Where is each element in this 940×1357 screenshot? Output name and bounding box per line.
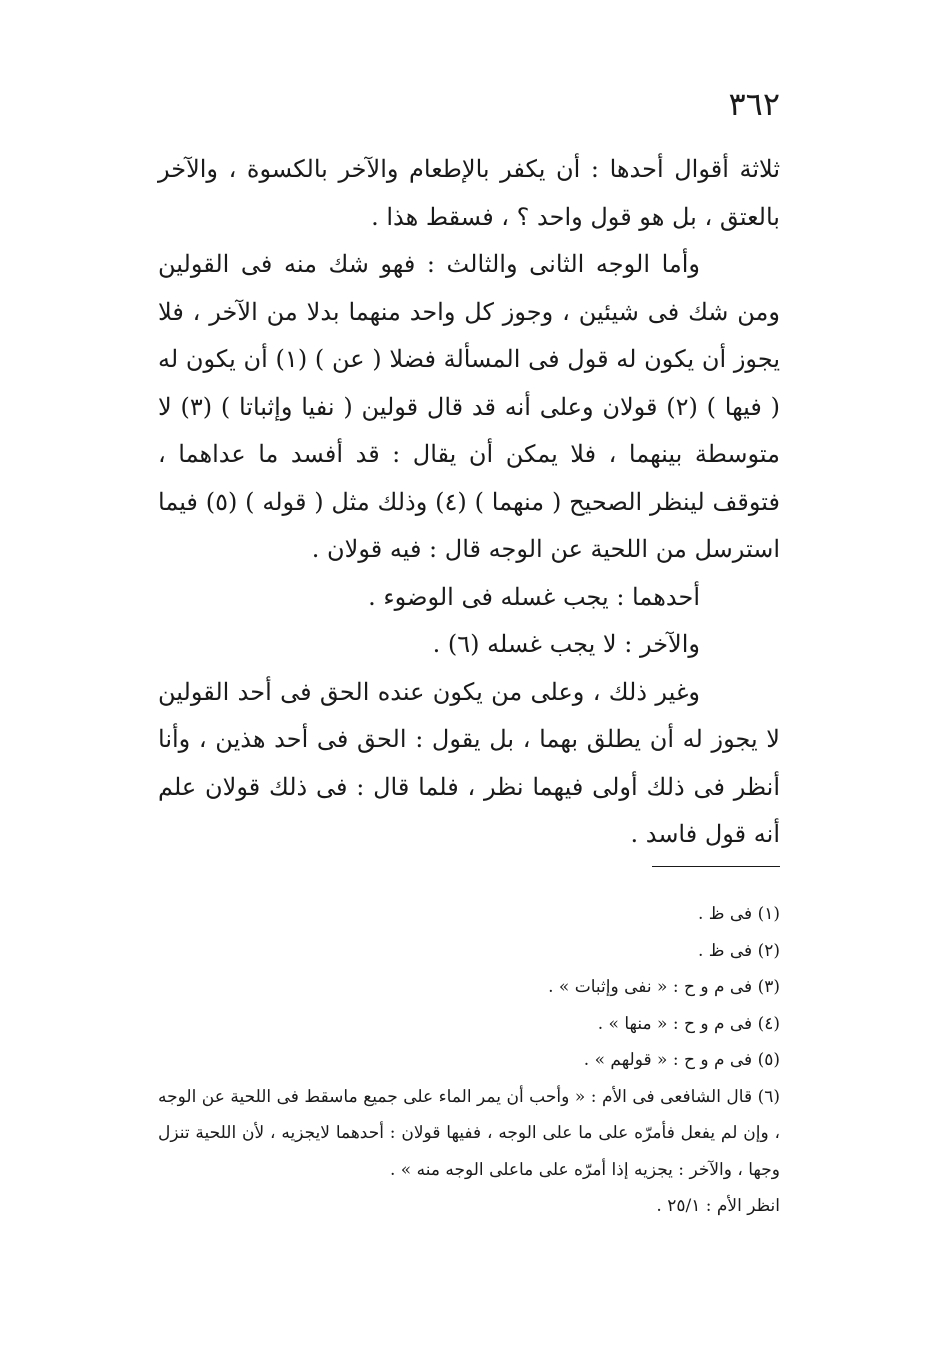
footnotes bbox=[158, 896, 780, 1225]
opinion-two: والآخر : لا يجب غسله (٦) . bbox=[432, 630, 700, 658]
opinion-one: أحدهما : يجب غسله فى الوضوء . bbox=[368, 582, 700, 611]
paragraph-3: وغير ذلك ، وعلى من يكون عنده الحق فى أحد القولين لا يجوز له أن يطلق بهما ، بل يقول : الحق فى أحد هذين ، وأنا أنظر فى ذلك أولى فيهما نظر ، فلما قال : فى ذلك قولان علم أنه قول فاسد . bbox=[158, 677, 780, 848]
paragraph-2: وأما الوجه الثانى والثالث : فهو شك منه فى القولين ومن شك فى شيئين ، وجوز كل واحد منهما بدلا من الآخر ، فلا يجوز أن يكون له قول فى المسألة فضلا ( عن ) (١) أن يكون له ( فيها ) (٢) قولان وعلى أنه قد قال قولين ( نفيا وإثباتا ) (٣) لا متوسطة بينهما ، فلا يمكن أن يقال : قد أفسد ما عداهما ، فتوقف لينظر الصحيح ( منهما ) (٤) وذلك مثل ( قوله ) (٥) فيما استرسل من اللحية عن الوجه قال : فيه قولان . bbox=[158, 250, 780, 563]
page-number: ٣٦٢ bbox=[728, 85, 780, 123]
footnote-3: (٣) فى م و ح : « نفى وإثبات » . bbox=[548, 977, 780, 997]
footnote-2: (٢) فى ظ . bbox=[697, 940, 780, 961]
footnote-4: (٤) فى م و ح : « منها » . bbox=[597, 1013, 780, 1034]
footnote-separator bbox=[652, 866, 780, 867]
footnote-6-reference: انظر الأم : ٢٥/١ . bbox=[656, 1196, 780, 1216]
footnote-6: (٦) قال الشافعى فى الأم : « وأحب أن يمر الماء على جميع ماسقط فى اللحية عن الوجه ، وإن لم يفعل فأمرّه على ما على الوجه ، ففيها قولان : أحدهما لايجزيه ، لأن اللحية تنزل وجها ، والآخر : يجزيه إذا أمرّه على ماعلى الوجه منه » . bbox=[158, 1086, 780, 1180]
paragraph-1: ثلاثة أقوال أحدها : أن يكفر بالإطعام والآخر بالكسوة ، والآخر بالعتق ، بل هو قول واحد ؟ ، فسقط هذا . bbox=[158, 155, 780, 231]
main-text bbox=[158, 146, 780, 859]
footnote-5: (٥) فى م و ح : « قولهم » . bbox=[583, 1050, 780, 1070]
footnote-1: (١) فى ظ . bbox=[697, 904, 780, 924]
